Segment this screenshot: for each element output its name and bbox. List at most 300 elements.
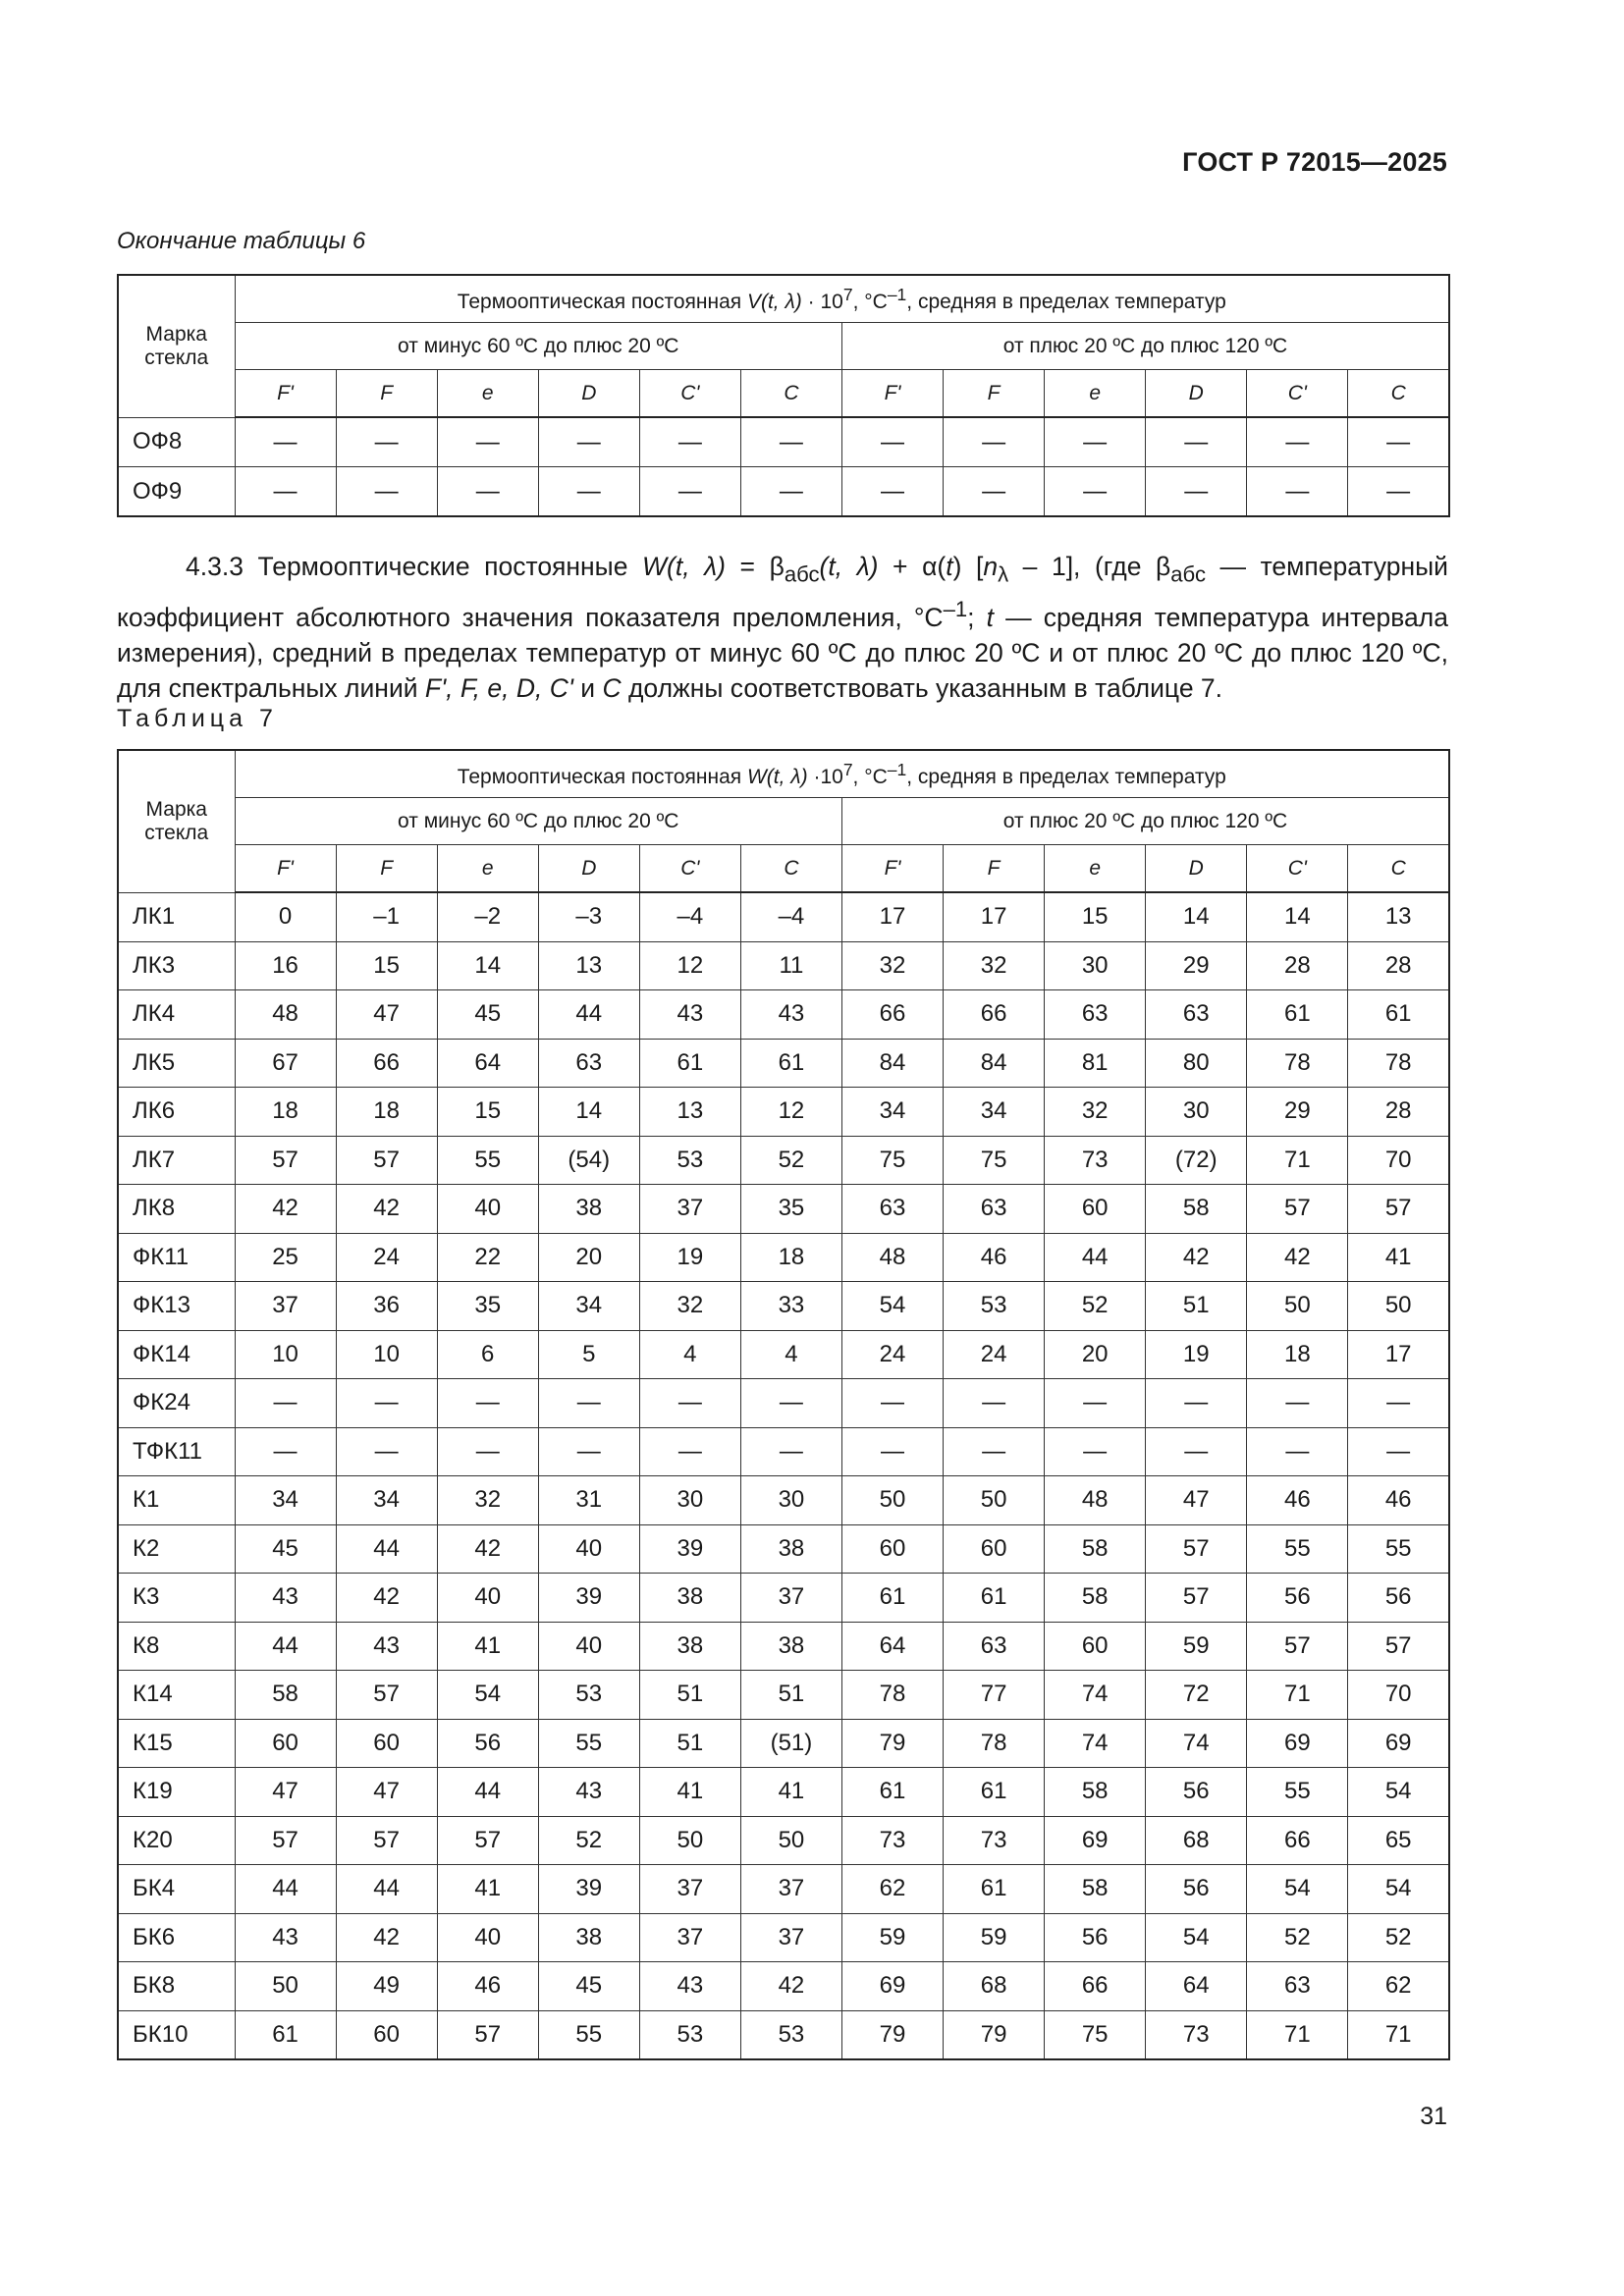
value-cell: — xyxy=(1146,467,1247,517)
value-cell: 32 xyxy=(1045,1088,1146,1137)
value-cell: 58 xyxy=(1045,1524,1146,1574)
value-cell: 62 xyxy=(841,1865,943,1914)
document-code: ГОСТ Р 72015—2025 xyxy=(1182,147,1447,177)
value-cell: 38 xyxy=(639,1622,740,1671)
value-cell: 61 xyxy=(1348,990,1449,1040)
glass-mark-cell: ЛК1 xyxy=(118,892,235,941)
table-row xyxy=(118,1768,1449,1817)
value-cell: 55 xyxy=(1247,1768,1348,1817)
value-cell: — xyxy=(841,1427,943,1476)
value-cell: 84 xyxy=(841,1039,943,1088)
value-cell: 41 xyxy=(740,1768,841,1817)
value-cell: 50 xyxy=(1247,1282,1348,1331)
value-cell: 35 xyxy=(437,1282,538,1331)
value-cell: 43 xyxy=(538,1768,639,1817)
value-cell: 64 xyxy=(841,1622,943,1671)
range-header-low: от минус 60 ºC до плюс 20 ºC xyxy=(235,798,841,845)
value-cell: 63 xyxy=(841,1185,943,1234)
value-cell: 71 xyxy=(1247,2010,1348,2059)
value-cell: 39 xyxy=(538,1865,639,1914)
value-cell: 60 xyxy=(336,2010,437,2059)
value-cell: 29 xyxy=(1247,1088,1348,1137)
glass-mark-cell: ЛК4 xyxy=(118,990,235,1040)
value-cell: 52 xyxy=(1348,1913,1449,1962)
range-header-high: от плюс 20 ºC до плюс 120 ºC xyxy=(841,798,1449,845)
value-cell: — xyxy=(944,1379,1045,1428)
value-cell: — xyxy=(1348,1427,1449,1476)
value-cell: — xyxy=(1247,467,1348,517)
value-cell: 57 xyxy=(1146,1524,1247,1574)
value-cell: 30 xyxy=(1146,1088,1247,1137)
value-cell: — xyxy=(538,1379,639,1428)
table-title-header: Термооптическая постоянная W(t, $\lambda) \cdot 10^7$, $^\circ C^{-1}$, средняя в пределах температур xyxy=(235,750,1449,798)
value-cell: 61 xyxy=(639,1039,740,1088)
value-cell: 37 xyxy=(740,1574,841,1623)
value-cell: 34 xyxy=(841,1088,943,1137)
value-cell: 28 xyxy=(1348,1088,1449,1137)
value-cell: 71 xyxy=(1348,2010,1449,2059)
glass-mark-cell: К20 xyxy=(118,1816,235,1865)
value-cell: — xyxy=(740,1379,841,1428)
value-cell: 24 xyxy=(841,1330,943,1379)
value-cell: 60 xyxy=(841,1524,943,1574)
value-cell: 40 xyxy=(538,1524,639,1574)
value-cell: 55 xyxy=(1348,1524,1449,1574)
value-cell: 51 xyxy=(639,1671,740,1720)
value-cell: 79 xyxy=(841,2010,943,2059)
value-cell: 22 xyxy=(437,1233,538,1282)
table-row xyxy=(118,892,1449,941)
table6-caption: Окончание таблицы 6 xyxy=(117,228,366,254)
table-row xyxy=(118,1379,1449,1428)
value-cell: — xyxy=(437,417,538,467)
value-cell: 18 xyxy=(740,1233,841,1282)
value-cell: (54) xyxy=(538,1136,639,1185)
value-cell: 10 xyxy=(336,1330,437,1379)
value-cell: 48 xyxy=(1045,1476,1146,1525)
value-cell: — xyxy=(1045,1427,1146,1476)
value-cell: 74 xyxy=(1146,1719,1247,1768)
value-cell: 36 xyxy=(336,1282,437,1331)
spectral-line-header: e xyxy=(1045,845,1146,893)
value-cell: 49 xyxy=(336,1962,437,2011)
spectral-line-header: F' xyxy=(841,370,943,418)
value-cell: 71 xyxy=(1247,1671,1348,1720)
value-cell: 43 xyxy=(235,1913,336,1962)
value-cell: — xyxy=(336,1427,437,1476)
value-cell: 74 xyxy=(1045,1671,1146,1720)
spectral-line-header: e xyxy=(437,370,538,418)
value-cell: — xyxy=(1247,1427,1348,1476)
value-cell: 57 xyxy=(1247,1185,1348,1234)
value-cell: 58 xyxy=(1045,1768,1146,1817)
value-cell: 24 xyxy=(336,1233,437,1282)
glass-mark-cell: ФК13 xyxy=(118,1282,235,1331)
range-header-low: от минус 60 ºC до плюс 20 ºC xyxy=(235,323,841,370)
value-cell: — xyxy=(437,467,538,517)
value-cell: — xyxy=(437,1427,538,1476)
glass-mark-cell: К2 xyxy=(118,1524,235,1574)
value-cell: 52 xyxy=(1247,1913,1348,1962)
value-cell: 55 xyxy=(437,1136,538,1185)
value-cell: 34 xyxy=(336,1476,437,1525)
value-cell: — xyxy=(538,1427,639,1476)
spectral-line-header: C' xyxy=(639,845,740,893)
value-cell: — xyxy=(639,1379,740,1428)
table-row xyxy=(118,2010,1449,2059)
value-cell: 34 xyxy=(538,1282,639,1331)
value-cell: 42 xyxy=(336,1574,437,1623)
value-cell: — xyxy=(1146,1379,1247,1428)
value-cell: 0 xyxy=(235,892,336,941)
value-cell: 70 xyxy=(1348,1671,1449,1720)
value-cell: 19 xyxy=(639,1233,740,1282)
value-cell: — xyxy=(841,1379,943,1428)
glass-mark-cell: ЛК6 xyxy=(118,1088,235,1137)
value-cell: 61 xyxy=(740,1039,841,1088)
value-cell: 75 xyxy=(841,1136,943,1185)
value-cell: 64 xyxy=(437,1039,538,1088)
glass-mark-cell: ТФК11 xyxy=(118,1427,235,1476)
value-cell: 28 xyxy=(1348,941,1449,990)
value-cell: 69 xyxy=(1348,1719,1449,1768)
table-row xyxy=(118,1233,1449,1282)
value-cell: 61 xyxy=(944,1865,1045,1914)
value-cell: –4 xyxy=(639,892,740,941)
value-cell: — xyxy=(1348,467,1449,517)
spectral-line-header: D xyxy=(1146,370,1247,418)
spectral-line-header: C' xyxy=(1247,370,1348,418)
value-cell: –2 xyxy=(437,892,538,941)
glass-mark-cell: ЛК3 xyxy=(118,941,235,990)
value-cell: 69 xyxy=(1247,1719,1348,1768)
spectral-line-header: F' xyxy=(841,845,943,893)
value-cell: 31 xyxy=(538,1476,639,1525)
value-cell: 54 xyxy=(1146,1913,1247,1962)
glass-mark-cell: БК6 xyxy=(118,1913,235,1962)
value-cell: 6 xyxy=(437,1330,538,1379)
value-cell: 73 xyxy=(944,1816,1045,1865)
value-cell: 44 xyxy=(336,1865,437,1914)
glass-mark-cell: К19 xyxy=(118,1768,235,1817)
value-cell: 42 xyxy=(740,1962,841,2011)
value-cell: 18 xyxy=(1247,1330,1348,1379)
value-cell: — xyxy=(639,1427,740,1476)
value-cell: 48 xyxy=(235,990,336,1040)
spectral-line-header: F' xyxy=(235,845,336,893)
glass-mark-cell: ЛК7 xyxy=(118,1136,235,1185)
value-cell: 40 xyxy=(437,1185,538,1234)
value-cell: 43 xyxy=(336,1622,437,1671)
value-cell: 66 xyxy=(1247,1816,1348,1865)
value-cell: 40 xyxy=(437,1913,538,1962)
value-cell: 73 xyxy=(1045,1136,1146,1185)
value-cell: 57 xyxy=(437,1816,538,1865)
value-cell: 47 xyxy=(235,1768,336,1817)
value-cell: — xyxy=(944,417,1045,467)
value-cell: 73 xyxy=(841,1816,943,1865)
table6 xyxy=(117,274,1450,517)
value-cell: 40 xyxy=(538,1622,639,1671)
value-cell: 41 xyxy=(437,1622,538,1671)
table-row xyxy=(118,1088,1449,1137)
value-cell: 60 xyxy=(1045,1185,1146,1234)
value-cell: 54 xyxy=(841,1282,943,1331)
value-cell: –4 xyxy=(740,892,841,941)
value-cell: 5 xyxy=(538,1330,639,1379)
table-row xyxy=(118,1622,1449,1671)
value-cell: (72) xyxy=(1146,1136,1247,1185)
table-row xyxy=(118,1330,1449,1379)
value-cell: 75 xyxy=(944,1136,1045,1185)
value-cell: 78 xyxy=(841,1671,943,1720)
glass-mark-cell: К1 xyxy=(118,1476,235,1525)
spectral-line-header: C' xyxy=(1247,845,1348,893)
value-cell: 55 xyxy=(538,2010,639,2059)
glass-mark-cell: К3 xyxy=(118,1574,235,1623)
value-cell: 32 xyxy=(639,1282,740,1331)
table-row xyxy=(118,990,1449,1040)
value-cell: 14 xyxy=(437,941,538,990)
spectral-line-header: C xyxy=(1348,845,1449,893)
value-cell: — xyxy=(336,417,437,467)
value-cell: 28 xyxy=(1247,941,1348,990)
value-cell: 51 xyxy=(1146,1282,1247,1331)
value-cell: 38 xyxy=(639,1574,740,1623)
value-cell: — xyxy=(1348,1379,1449,1428)
value-cell: 66 xyxy=(841,990,943,1040)
value-cell: 35 xyxy=(740,1185,841,1234)
value-cell: –3 xyxy=(538,892,639,941)
value-cell: 81 xyxy=(1045,1039,1146,1088)
value-cell: 41 xyxy=(437,1865,538,1914)
value-cell: 30 xyxy=(740,1476,841,1525)
value-cell: 43 xyxy=(639,1962,740,2011)
value-cell: 37 xyxy=(639,1865,740,1914)
glass-mark-cell: ФК14 xyxy=(118,1330,235,1379)
mark-column-header: Марка стекла xyxy=(118,275,235,417)
value-cell: — xyxy=(235,1427,336,1476)
value-cell: 63 xyxy=(1045,990,1146,1040)
value-cell: 14 xyxy=(1146,892,1247,941)
value-cell: 44 xyxy=(437,1768,538,1817)
value-cell: 50 xyxy=(639,1816,740,1865)
value-cell: 38 xyxy=(538,1185,639,1234)
value-cell: 79 xyxy=(944,2010,1045,2059)
value-cell: 46 xyxy=(944,1233,1045,1282)
value-cell: 33 xyxy=(740,1282,841,1331)
value-cell: — xyxy=(841,417,943,467)
value-cell: 69 xyxy=(1045,1816,1146,1865)
table-row xyxy=(118,1524,1449,1574)
range-header-high: от плюс 20 ºC до плюс 120 ºC xyxy=(841,323,1449,370)
value-cell: 56 xyxy=(1045,1913,1146,1962)
value-cell: 57 xyxy=(1247,1622,1348,1671)
value-cell: 37 xyxy=(639,1185,740,1234)
value-cell: 68 xyxy=(1146,1816,1247,1865)
value-cell: 25 xyxy=(235,1233,336,1282)
value-cell: 53 xyxy=(639,1136,740,1185)
spectral-line-header: F' xyxy=(235,370,336,418)
table-row xyxy=(118,1136,1449,1185)
value-cell: 52 xyxy=(1045,1282,1146,1331)
value-cell: — xyxy=(740,467,841,517)
value-cell: 66 xyxy=(1045,1962,1146,2011)
value-cell: 59 xyxy=(1146,1622,1247,1671)
value-cell: 17 xyxy=(1348,1330,1449,1379)
value-cell: 52 xyxy=(538,1816,639,1865)
value-cell: 59 xyxy=(841,1913,943,1962)
value-cell: 4 xyxy=(639,1330,740,1379)
glass-mark-cell: БК8 xyxy=(118,1962,235,2011)
value-cell: 56 xyxy=(1348,1574,1449,1623)
value-cell: 44 xyxy=(538,990,639,1040)
table-row xyxy=(118,1865,1449,1914)
value-cell: 57 xyxy=(235,1816,336,1865)
glass-mark-cell: ОФ9 xyxy=(118,467,235,517)
value-cell: — xyxy=(1045,417,1146,467)
value-cell: 69 xyxy=(841,1962,943,2011)
table-title-header: Термооптическая постоянная V(t, $\lambda) \cdot 10^7$, $^\circ C^{-1}$, средняя в пределах температур xyxy=(235,275,1449,323)
table7-caption: Таблица 7 xyxy=(117,705,278,732)
value-cell: — xyxy=(944,1427,1045,1476)
spectral-line-header: D xyxy=(1146,845,1247,893)
glass-mark-cell: К14 xyxy=(118,1671,235,1720)
table7 xyxy=(117,749,1450,2060)
value-cell: 57 xyxy=(1348,1622,1449,1671)
table-row xyxy=(118,417,1449,467)
value-cell: — xyxy=(1247,1379,1348,1428)
value-cell: 15 xyxy=(437,1088,538,1137)
value-cell: 13 xyxy=(639,1088,740,1137)
value-cell: 63 xyxy=(944,1185,1045,1234)
table-row xyxy=(118,1816,1449,1865)
value-cell: 66 xyxy=(336,1039,437,1088)
table-row xyxy=(118,1282,1449,1331)
glass-mark-cell: БК10 xyxy=(118,2010,235,2059)
value-cell: 17 xyxy=(944,892,1045,941)
value-cell: 53 xyxy=(538,1671,639,1720)
value-cell: — xyxy=(538,417,639,467)
value-cell: 37 xyxy=(235,1282,336,1331)
value-cell: 54 xyxy=(1348,1768,1449,1817)
value-cell: 63 xyxy=(944,1622,1045,1671)
value-cell: 84 xyxy=(944,1039,1045,1088)
value-cell: 44 xyxy=(235,1865,336,1914)
value-cell: 50 xyxy=(841,1476,943,1525)
value-cell: 44 xyxy=(235,1622,336,1671)
spectral-line-header: C xyxy=(1348,370,1449,418)
spectral-line-header: C' xyxy=(639,370,740,418)
value-cell: 44 xyxy=(1045,1233,1146,1282)
value-cell: — xyxy=(740,1427,841,1476)
value-cell: 43 xyxy=(639,990,740,1040)
value-cell: 46 xyxy=(1348,1476,1449,1525)
value-cell: — xyxy=(336,467,437,517)
value-cell: 42 xyxy=(235,1185,336,1234)
value-cell: 42 xyxy=(336,1185,437,1234)
value-cell: 56 xyxy=(437,1719,538,1768)
value-cell: 64 xyxy=(1146,1962,1247,2011)
value-cell: 40 xyxy=(437,1574,538,1623)
value-cell: — xyxy=(1045,467,1146,517)
table-row xyxy=(118,941,1449,990)
glass-mark-cell: К8 xyxy=(118,1622,235,1671)
value-cell: 13 xyxy=(1348,892,1449,941)
value-cell: 55 xyxy=(538,1719,639,1768)
value-cell: 13 xyxy=(538,941,639,990)
value-cell: 12 xyxy=(740,1088,841,1137)
value-cell: 63 xyxy=(538,1039,639,1088)
value-cell: 68 xyxy=(944,1962,1045,2011)
value-cell: 19 xyxy=(1146,1330,1247,1379)
glass-mark-cell: ОФ8 xyxy=(118,417,235,467)
spectral-line-header: F xyxy=(336,370,437,418)
value-cell: 17 xyxy=(841,892,943,941)
spectral-line-header: e xyxy=(1045,370,1146,418)
value-cell: 63 xyxy=(1146,990,1247,1040)
value-cell: 50 xyxy=(1348,1282,1449,1331)
spectral-line-header: D xyxy=(538,845,639,893)
value-cell: 57 xyxy=(1348,1185,1449,1234)
value-cell: 51 xyxy=(740,1671,841,1720)
table-row xyxy=(118,1962,1449,2011)
value-cell: 57 xyxy=(1146,1574,1247,1623)
value-cell: 37 xyxy=(639,1913,740,1962)
value-cell: 77 xyxy=(944,1671,1045,1720)
glass-mark-cell: ЛК5 xyxy=(118,1039,235,1088)
value-cell: 62 xyxy=(1348,1962,1449,2011)
value-cell: 42 xyxy=(1146,1233,1247,1282)
value-cell: 20 xyxy=(1045,1330,1146,1379)
value-cell: 61 xyxy=(841,1574,943,1623)
value-cell: 16 xyxy=(235,941,336,990)
value-cell: — xyxy=(538,467,639,517)
value-cell: — xyxy=(841,467,943,517)
value-cell: 57 xyxy=(336,1671,437,1720)
glass-mark-cell: БК4 xyxy=(118,1865,235,1914)
value-cell: 38 xyxy=(538,1913,639,1962)
value-cell: 32 xyxy=(437,1476,538,1525)
value-cell: 79 xyxy=(841,1719,943,1768)
spectral-line-header: D xyxy=(538,370,639,418)
value-cell: 12 xyxy=(639,941,740,990)
value-cell: 48 xyxy=(841,1233,943,1282)
value-cell: 14 xyxy=(538,1088,639,1137)
value-cell: 47 xyxy=(336,990,437,1040)
value-cell: 20 xyxy=(538,1233,639,1282)
value-cell: — xyxy=(1146,1427,1247,1476)
table-row xyxy=(118,1039,1449,1088)
spectral-line-header: e xyxy=(437,845,538,893)
table-row xyxy=(118,1574,1449,1623)
value-cell: 45 xyxy=(437,990,538,1040)
value-cell: 56 xyxy=(1146,1768,1247,1817)
value-cell: 58 xyxy=(1045,1574,1146,1623)
value-cell: 53 xyxy=(944,1282,1045,1331)
value-cell: — xyxy=(235,1379,336,1428)
value-cell: 78 xyxy=(1247,1039,1348,1088)
value-cell: 53 xyxy=(639,2010,740,2059)
value-cell: 34 xyxy=(235,1476,336,1525)
value-cell: 24 xyxy=(944,1330,1045,1379)
value-cell: 58 xyxy=(235,1671,336,1720)
value-cell: — xyxy=(1146,417,1247,467)
table-row xyxy=(118,1185,1449,1234)
value-cell: 56 xyxy=(1247,1574,1348,1623)
spectral-line-header: F xyxy=(944,845,1045,893)
value-cell: 78 xyxy=(1348,1039,1449,1088)
